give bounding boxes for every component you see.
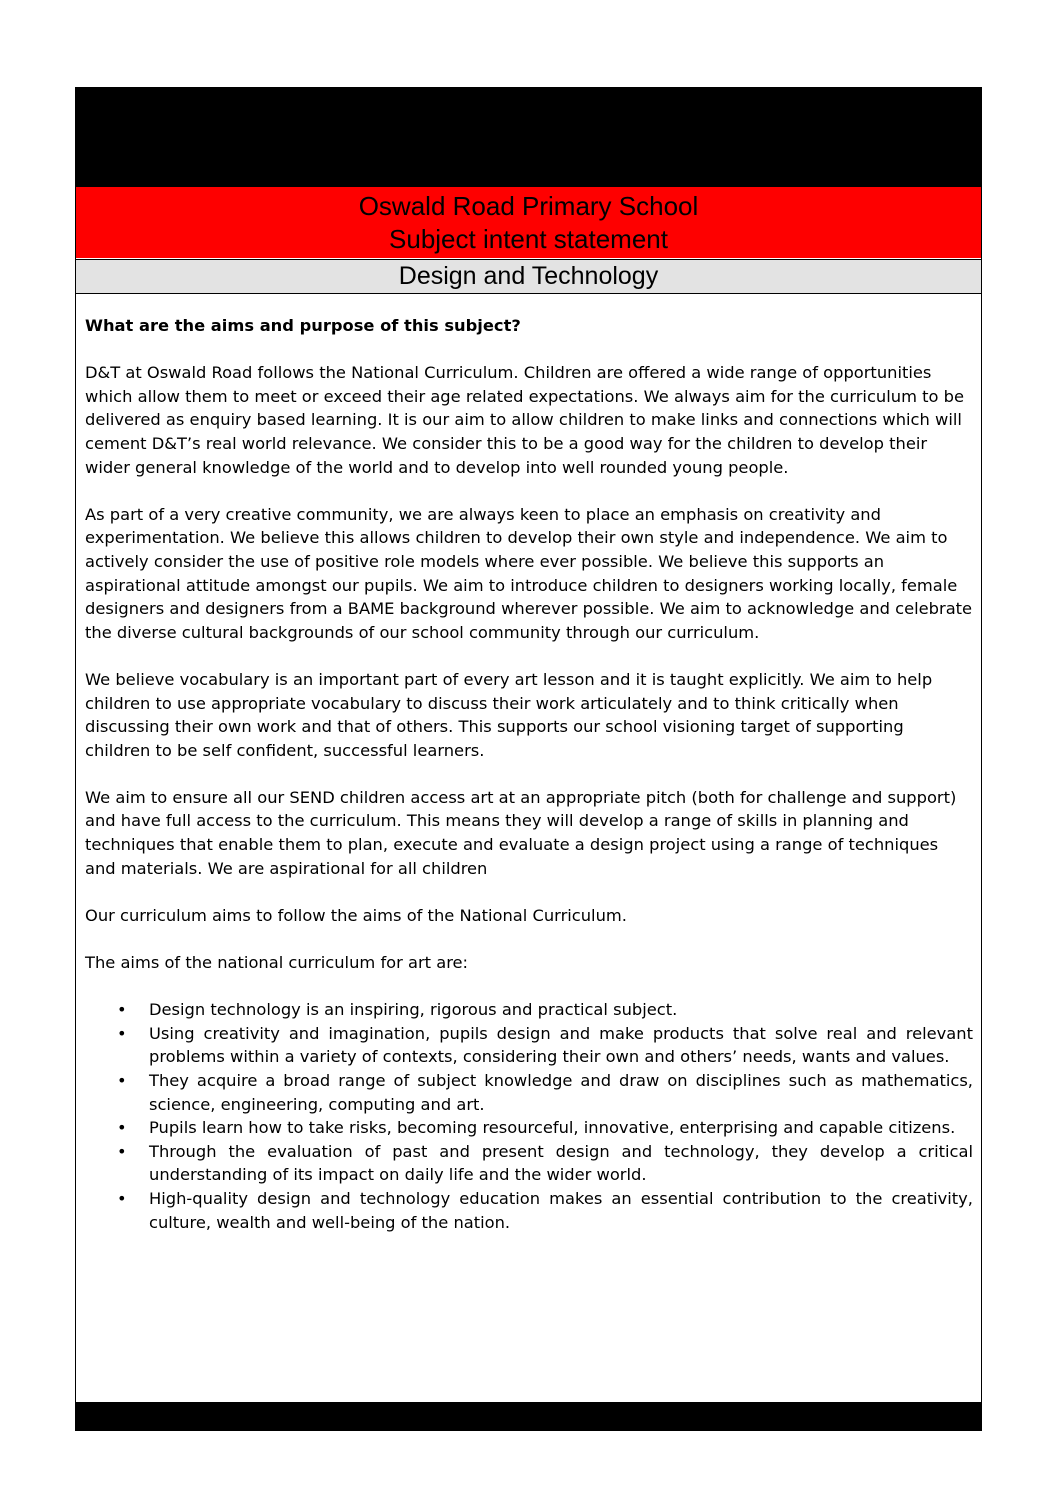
list-item	[85, 998, 973, 1022]
list-item-text: Through the evaluation of past and present design and technology, they develop a critical understanding of its impact on daily life and the wider world.	[149, 1141, 973, 1185]
paragraph: We believe vocabulary is an important part of every art lesson and it is taught explicitly. We aim to help children to use appropriate vocabulary to discuss their work articulately and to think critically when discussing their own work and that of others. This supports our school visioning target of supporting children to be self confident, successful learners.	[85, 669, 933, 760]
list-item-text: Pupils learn how to take risks, becoming resourceful, innovative, enterprising and capable citizens.	[149, 1118, 956, 1138]
bullet-icon: •	[117, 1000, 127, 1020]
school-name: Oswald Road Primary School	[358, 191, 699, 221]
list-item	[85, 1116, 973, 1140]
list-item	[85, 1140, 973, 1187]
header-black-band	[76, 88, 981, 187]
paragraph: As part of a very creative community, we are always keen to place an emphasis on creativity and experimentation. We believe this allows children to develop their own style and independence. We aim to actively consider the use of positive role models where ever possible. We believe this supports an aspirational attitude amongst our pupils. We aim to introduce children to designers working locally, female designers and designers from a BAME background wherever possible. We aim to acknowledge and celebrate the diverse cultural backgrounds of our school community through our curriculum.	[85, 504, 973, 642]
paragraph: D&T at Oswald Road follows the National Curriculum. Children are offered a wide range of opportunities which allow them to meet or exceed their age related expectations. We always aim for the curriculum to be delivered as enquiry based learning. It is our aim to allow children to make links and connections which will cement D&T’s real world relevance. We consider this to be a good way for the children to develop their wider general knowledge of the world and to develop into well rounded young people.	[85, 363, 964, 477]
bullet-icon: •	[117, 1141, 127, 1161]
aims-question: What are the aims and purpose of this subject?	[85, 316, 521, 335]
document-body	[85, 314, 973, 1234]
bullet-icon: •	[117, 1071, 127, 1090]
subject-title: Design and Technology	[76, 259, 981, 294]
aims-list	[85, 998, 973, 1234]
bullet-icon: •	[117, 1188, 127, 1208]
list-item-text: Design technology is an inspiring, rigorous and practical subject.	[149, 1000, 678, 1020]
document-frame	[75, 87, 982, 1431]
list-item	[85, 1022, 973, 1069]
header-red-band	[76, 187, 981, 258]
list-item-text: Using creativity and imagination, pupils design and make products that solve real and relevant problems within a variety of contexts, considering their own and others’ needs, wants and values.	[149, 1023, 973, 1067]
list-item-text: High-quality design and technology education makes an essential contribution to the creativity, culture, wealth and well-being of the nation.	[149, 1188, 973, 1232]
document-type: Subject intent statement	[389, 224, 668, 254]
list-item	[85, 1069, 973, 1116]
list-item-text: They acquire a broad range of subject knowledge and draw on disciplines such as mathematics, science, engineering, computing and art.	[149, 1071, 973, 1114]
bullet-icon: •	[117, 1023, 127, 1043]
list-item	[85, 1187, 973, 1234]
paragraph: We aim to ensure all our SEND children access art at an appropriate pitch (both for challenge and support) and have full access to the curriculum. This means they will develop a range of skills in planning and techniques that enable them to plan, execute and evaluate a design project using a range of techniques and materials. We are aspirational for all children	[85, 787, 957, 878]
paragraph: The aims of the national curriculum for art are:	[85, 953, 469, 973]
paragraph: Our curriculum aims to follow the aims of the National Curriculum.	[85, 905, 627, 925]
footer-black-band	[76, 1402, 981, 1430]
bullet-icon: •	[117, 1118, 127, 1138]
